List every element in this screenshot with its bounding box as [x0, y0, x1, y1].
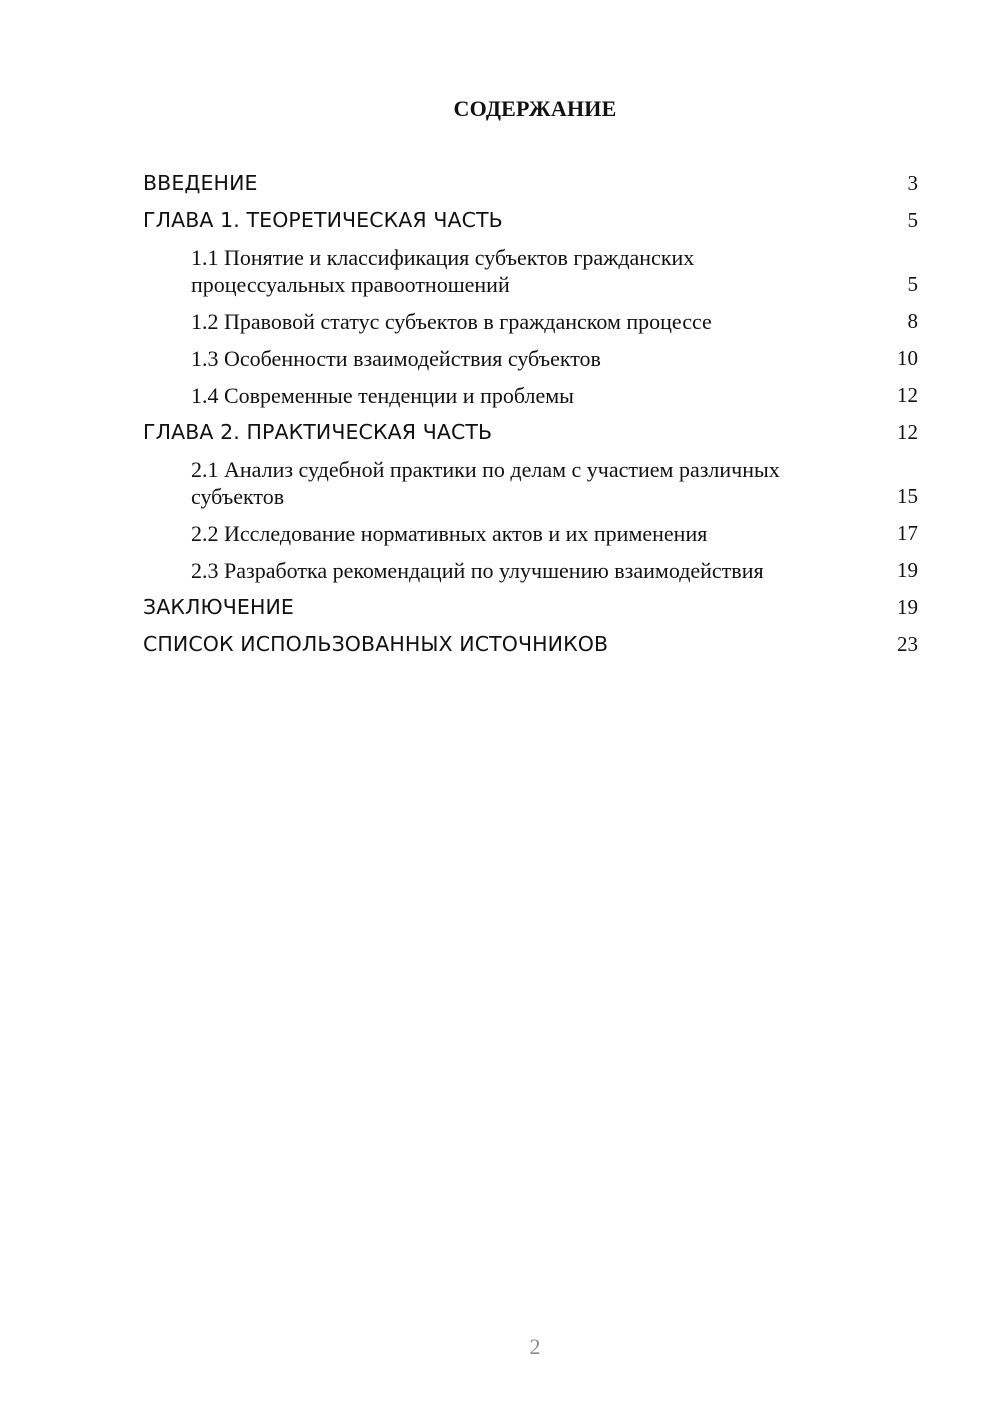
toc-entry-label: 1.1 Понятие и классификация субъектов гражданских процессуальных правоотношений	[191, 245, 695, 297]
toc-entry-chapter-1	[143, 207, 918, 234]
toc-entry-section-2-3	[143, 557, 918, 584]
toc-entry-label: ВВЕДЕНИЕ	[143, 171, 258, 195]
toc-entry-page: 5	[907, 272, 918, 296]
toc-entry-label: 1.2 Правовой статус субъектов в гражданском процессе	[191, 309, 712, 334]
toc-entry-section-1-3	[143, 345, 918, 372]
toc-entry-page: 8	[907, 309, 918, 333]
toc-entry-section-2-2	[143, 520, 918, 547]
toc-entry-section-2-1	[143, 456, 918, 510]
toc-entry-label: 2.3 Разработка рекомендаций по улучшению взаимодействия	[191, 558, 764, 583]
toc-entry-label: ГЛАВА 2. ПРАКТИЧЕСКАЯ ЧАСТЬ	[143, 420, 493, 444]
toc-entry-label: ЗАКЛЮЧЕНИЕ	[143, 595, 294, 619]
toc-entry-page: 12	[897, 420, 918, 444]
table-of-contents	[143, 170, 918, 668]
page-number: 2	[529, 1334, 541, 1359]
toc-entry-label: 2.1 Анализ судебной практики по делам с участием различных субъектов	[191, 457, 780, 509]
toc-entry-label: СПИСОК ИСПОЛЬЗОВАННЫХ ИСТОЧНИКОВ	[143, 632, 609, 656]
toc-entry-label: ГЛАВА 1. ТЕОРЕТИЧЕСКАЯ ЧАСТЬ	[143, 208, 503, 232]
toc-entry-label: 1.4 Современные тенденции и проблемы	[191, 383, 574, 408]
toc-entry-label: 2.2 Исследование нормативных актов и их применения	[191, 521, 708, 546]
toc-entry-chapter-2	[143, 419, 918, 446]
toc-entry-page: 19	[897, 595, 918, 619]
toc-entry-page: 19	[897, 558, 918, 582]
toc-entry-page: 23	[897, 632, 918, 656]
page-title: СОДЕРЖАНИЕ	[453, 96, 617, 121]
toc-entry-section-1-1	[143, 244, 918, 298]
toc-entry-references	[143, 631, 918, 658]
toc-entry-introduction	[143, 170, 918, 197]
toc-entry-page: 12	[897, 383, 918, 407]
toc-entry-page: 17	[897, 521, 918, 545]
toc-entry-page: 15	[897, 484, 918, 508]
toc-entry-section-1-4	[143, 382, 918, 409]
toc-entry-section-1-2	[143, 308, 918, 335]
toc-entry-page: 10	[897, 346, 918, 370]
toc-entry-page: 3	[907, 171, 918, 195]
toc-entry-label: 1.3 Особенности взаимодействия субъектов	[191, 346, 601, 371]
toc-entry-page: 5	[907, 208, 918, 232]
toc-entry-conclusion	[143, 594, 918, 621]
